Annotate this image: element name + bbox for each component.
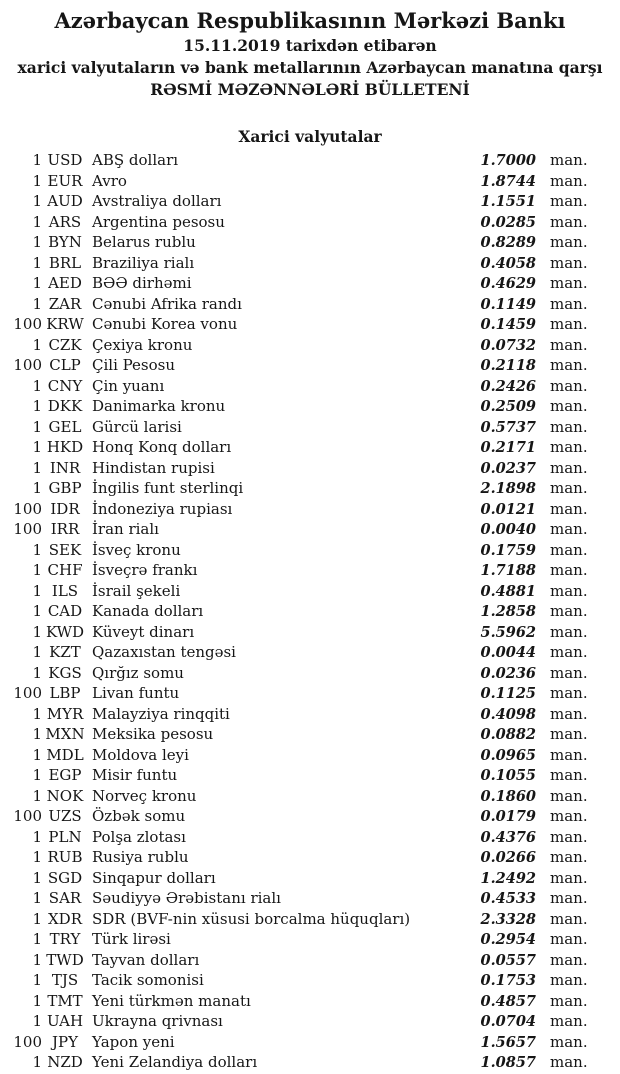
currency-unit-label: man. [550,315,588,333]
currency-quantity: 1 [32,868,42,887]
currency-code: SEK [48,540,82,559]
currency-code: TJS [51,971,79,989]
currency-name: Norveç kronu [92,786,197,805]
bank-title: Azərbaycan Respublikasının Mərkəzi Bankı [54,8,566,33]
currency-name: Qazaxıstan tengəsi [92,643,236,661]
currency-row [0,519,592,540]
currency-unit-label: man. [550,151,588,169]
currency-quantity: 1 [32,192,42,210]
currency-unit-label: man. [550,274,588,292]
currency-rate: 5.5962 [480,623,536,641]
currency-row [0,888,592,909]
currency-name: Cənubi Afrika randı [92,294,242,313]
currency-rate: 0.0040 [480,521,536,538]
currency-name: Çili Pesosu [92,356,176,374]
currency-row [0,458,592,479]
currency-unit-label: man. [550,725,588,743]
currency-quantity: 1 [32,581,42,600]
currency-code: CLP [49,356,81,374]
currency-name: Tayvan dolları [92,950,200,969]
currency-unit-label: man. [550,499,588,518]
currency-quantity: 1 [32,417,42,436]
currency-rate: 1.7188 [480,562,536,579]
currency-quantity: 1 [32,1012,42,1030]
currency-quantity: 1 [32,294,42,313]
currency-code: CNY [47,376,83,395]
currency-unit-label: man. [550,192,588,210]
currency-rate: 0.4857 [480,992,536,1010]
currency-name: İsrail şekeli [92,581,181,600]
currency-name: Cənubi Korea vonu [92,315,238,333]
currency-quantity: 1 [32,212,42,231]
currency-quantity: 1 [32,335,42,354]
currency-row [0,724,592,745]
currency-row [0,232,592,253]
currency-row [0,191,592,212]
currency-name: Qırğız somu [92,663,184,682]
currency-name: BƏƏ dirhəmi [92,274,192,292]
document-header [0,7,620,101]
currency-code: MYR [46,704,84,723]
section-title-foreign-currencies: Xarici valyutalar [238,127,382,146]
currency-quantity: 100 [13,499,42,518]
currency-row [0,663,592,684]
currency-rate: 0.1055 [480,767,536,784]
currency-name: ABŞ dolları [92,151,179,169]
currency-row [0,868,592,889]
currency-name: Ukrayna qrivnası [92,1012,223,1030]
currency-unit-label: man. [550,540,588,559]
currency-rate: 0.4881 [480,582,536,600]
currency-rate: 1.5657 [480,1033,536,1051]
currency-quantity: 1 [32,725,42,743]
currency-unit-label: man. [550,581,588,600]
currency-row [0,1032,592,1053]
currency-name: Türk lirəsi [92,930,171,948]
currency-unit-label: man. [550,663,588,682]
currency-quantity: 100 [13,315,42,333]
currency-row [0,786,592,807]
currency-name: Honq Konq dolları [92,438,232,456]
currency-unit-label: man. [550,950,588,969]
currency-rate: 0.0557 [480,951,536,969]
currency-code: PLN [48,827,82,846]
currency-rate: 0.4533 [480,890,536,907]
currency-row [0,991,592,1012]
currency-row [0,396,592,417]
currency-rate: 0.2954 [480,931,536,948]
currency-unit-label: man. [550,1012,588,1030]
currency-row [0,150,592,171]
currency-name: Yeni Zelandiya dolları [92,1053,258,1071]
currency-rate: 0.2171 [480,439,536,456]
currency-unit-label: man. [550,807,588,825]
currency-quantity: 1 [32,971,42,989]
currency-code: UZS [48,807,82,825]
currency-code: RUB [47,848,83,866]
currency-name: Özbək somu [92,807,186,825]
currency-rate: 0.4629 [480,275,536,292]
currency-code: AUD [47,192,83,210]
currency-unit-label: man. [550,602,588,620]
currency-name: Sinqapur dolları [92,868,216,887]
currency-unit-label: man. [550,376,588,395]
currency-row [0,314,592,335]
currency-unit-label: man. [550,745,588,764]
currency-name: Polşa zlotası [92,827,186,846]
currency-rate-table [0,150,620,1073]
currency-name: Avro [92,171,127,190]
currency-unit-label: man. [550,397,588,415]
currency-quantity: 1 [32,663,42,682]
currency-unit-label: man. [550,889,588,907]
currency-row [0,273,592,294]
currency-unit-label: man. [550,561,588,579]
currency-unit-label: man. [550,991,588,1010]
currency-rate: 0.0179 [480,808,536,825]
currency-name: Misir funtu [92,766,178,784]
currency-row [0,1011,592,1032]
currency-rate: 0.0704 [480,1013,536,1030]
currency-code: IRR [50,520,80,538]
currency-quantity: 1 [32,991,42,1010]
currency-code: GEL [48,417,82,436]
currency-unit-label: man. [550,356,588,374]
currency-unit-label: man. [550,335,588,354]
currency-unit-label: man. [550,868,588,887]
currency-quantity: 1 [32,253,42,272]
currency-code: BYN [48,233,82,251]
currency-code: EUR [47,171,83,190]
currency-row [0,765,592,786]
currency-rate: 0.1860 [480,787,536,805]
currency-row [0,909,592,930]
currency-name: Hindistan rupisi [92,458,215,477]
currency-unit-label: man. [550,930,588,948]
currency-quantity: 1 [32,438,42,456]
currency-unit-label: man. [550,458,588,477]
currency-rate: 0.1125 [480,685,536,702]
currency-name: Çin yuanı [92,376,165,395]
currency-row [0,847,592,868]
currency-unit-label: man. [550,766,588,784]
currency-row [0,355,592,376]
currency-quantity: 1 [32,909,42,928]
currency-code: EGP [48,766,82,784]
currency-quantity: 1 [32,171,42,190]
currency-name: Yeni türkmən manatı [92,991,251,1010]
currency-rate: 1.8744 [480,172,536,190]
currency-quantity: 100 [13,684,42,702]
currency-name: Səudiyyə Ərəbistanı rialı [92,889,281,907]
currency-code: KGS [48,663,82,682]
currency-name: Argentina pesosu [92,212,225,231]
currency-code: CAD [47,602,83,620]
currency-code: KZT [49,643,81,661]
currency-rate: 0.5737 [480,418,536,436]
currency-quantity: 1 [32,602,42,620]
currency-unit-label: man. [550,1032,588,1051]
currency-code: MDL [46,745,84,764]
currency-name: Gürcü larisi [92,417,182,436]
currency-unit-label: man. [550,643,588,661]
currency-code: LBP [49,684,81,702]
currency-code: TWD [46,950,84,969]
currency-row [0,806,592,827]
currency-rate: 0.0236 [480,664,536,682]
currency-rate: 2.1898 [480,480,536,497]
currency-quantity: 1 [32,704,42,723]
currency-code: MXN [45,725,85,743]
currency-quantity: 1 [32,643,42,661]
currency-row [0,622,592,643]
currency-name: Danimarka kronu [92,397,226,415]
currency-rate: 1.2858 [480,603,536,620]
currency-unit-label: man. [550,417,588,436]
currency-rate: 0.1149 [480,295,536,313]
currency-name: İndoneziya rupiası [92,499,233,518]
currency-code: KRW [46,315,84,333]
currency-row [0,745,592,766]
currency-quantity: 100 [13,520,42,538]
currency-rate: 0.4098 [480,705,536,723]
currency-code: AED [48,274,82,292]
currency-quantity: 1 [32,827,42,846]
currency-unit-label: man. [550,622,588,641]
currency-row [0,704,592,725]
currency-code: BRL [48,253,82,272]
currency-code: INR [49,458,81,477]
currency-row [0,376,592,397]
currency-rate: 0.0732 [480,336,536,354]
currency-code: NZD [47,1053,83,1071]
currency-name: İran rialı [92,520,159,538]
currency-name: İngilis funt sterlinqi [92,479,244,497]
currency-name: Tacik somonisi [92,971,204,989]
currency-unit-label: man. [550,684,588,702]
currency-row [0,212,592,233]
currency-code: TMT [47,991,83,1010]
currency-row [0,171,592,192]
currency-quantity: 1 [32,622,42,641]
currency-rate: 0.2509 [480,398,536,415]
currency-row [0,478,592,499]
currency-rate: 0.2118 [480,357,536,374]
currency-quantity: 1 [32,950,42,969]
currency-rate: 0.0237 [480,459,536,477]
currency-row [0,294,592,315]
currency-name: Avstraliya dolları [92,192,222,210]
currency-row [0,601,592,622]
currency-rate: 0.0285 [480,213,536,231]
currency-unit-label: man. [550,971,588,989]
currency-code: IDR [50,499,80,518]
currency-code: ARS [48,212,82,231]
currency-unit-label: man. [550,909,588,928]
currency-code: SGD [47,868,83,887]
currency-quantity: 1 [32,479,42,497]
currency-row [0,560,592,581]
currency-row [0,335,592,356]
currency-code: DKK [47,397,83,415]
currency-name: Braziliya rialı [92,253,195,272]
currency-code: XDR [48,909,82,928]
currency-quantity: 1 [32,458,42,477]
currency-name: Rusiya rublu [92,848,189,866]
currency-quantity: 100 [13,807,42,825]
currency-rate: 0.0044 [480,644,536,661]
currency-name: İsveçrə frankı [92,561,198,579]
currency-name: Çexiya kronu [92,335,193,354]
currency-code: GBP [48,479,82,497]
currency-quantity: 1 [32,561,42,579]
currency-quantity: 1 [32,540,42,559]
currency-rate: 1.2492 [480,869,536,887]
currency-quantity: 1 [32,397,42,415]
currency-name: Kanada dolları [92,602,204,620]
currency-code: NOK [46,786,84,805]
currency-row [0,683,592,704]
currency-name: Belarus rublu [92,233,196,251]
currency-rate: 0.0965 [480,746,536,764]
currency-name: Yapon yeni [92,1032,175,1051]
currency-unit-label: man. [550,520,588,538]
currency-unit-label: man. [550,479,588,497]
currency-unit-label: man. [550,294,588,313]
currency-unit-label: man. [550,786,588,805]
currency-code: USD [47,151,83,169]
currency-row [0,437,592,458]
currency-quantity: 1 [32,889,42,907]
currency-unit-label: man. [550,212,588,231]
currency-row [0,929,592,950]
currency-name: Malayziya rinqqiti [92,704,230,723]
currency-rate: 0.0882 [480,726,536,743]
currency-unit-label: man. [550,438,588,456]
subtitle-line: xarici valyutaların və bank metallarının Azərbaycan manatına qarşı [17,58,603,77]
currency-rate: 0.2426 [480,377,536,395]
currency-rate: 0.1459 [480,316,536,333]
currency-row [0,581,592,602]
currency-unit-label: man. [550,827,588,846]
currency-rate: 1.7000 [480,152,536,169]
currency-quantity: 100 [13,1032,42,1051]
currency-quantity: 1 [32,274,42,292]
currency-rate: 0.8289 [480,234,536,251]
currency-row [0,950,592,971]
effective-date-line: 15.11.2019 tarixdən etibarən [183,36,437,55]
currency-row [0,970,592,991]
currency-row [0,417,592,438]
currency-rate: 2.3328 [480,910,536,928]
currency-unit-label: man. [550,233,588,251]
currency-quantity: 1 [32,376,42,395]
currency-name: Livan funtu [92,684,180,702]
currency-name: Moldova leyi [92,745,189,764]
bulletin-title-line: RƏSMİ MƏZƏNNƏLƏRİ BÜLLETENİ [150,80,470,99]
currency-rate: 0.0266 [480,849,536,866]
currency-rate: 1.0857 [480,1054,536,1071]
currency-unit-label: man. [550,1053,588,1071]
currency-quantity: 1 [32,766,42,784]
currency-code: CZK [48,335,82,354]
currency-quantity: 1 [32,233,42,251]
currency-row [0,642,592,663]
currency-quantity: 1 [32,151,42,169]
currency-code: TRY [49,930,81,948]
currency-code: SAR [48,889,82,907]
currency-quantity: 1 [32,745,42,764]
currency-unit-label: man. [550,848,588,866]
currency-name: SDR (BVF-nin xüsusi borcalma hüquqları) [92,909,411,928]
currency-code: ILS [51,581,79,600]
currency-row [0,1052,592,1073]
currency-name: Küveyt dinarı [92,622,195,641]
currency-unit-label: man. [550,171,588,190]
currency-row [0,253,592,274]
currency-name: Meksika pesosu [92,725,214,743]
currency-rate: 0.1759 [480,541,536,559]
currency-row [0,827,592,848]
currency-rate: 0.4376 [480,828,536,846]
currency-rate: 0.0121 [480,500,536,518]
currency-rate: 0.1753 [480,972,536,989]
currency-quantity: 1 [32,1053,42,1071]
currency-code: UAH [46,1012,84,1030]
currency-quantity: 100 [13,356,42,374]
currency-quantity: 1 [32,848,42,866]
currency-unit-label: man. [550,253,588,272]
currency-code: ZAR [48,294,82,313]
currency-code: JPY [51,1032,78,1051]
currency-code: KWD [45,622,85,641]
currency-quantity: 1 [32,930,42,948]
currency-quantity: 1 [32,786,42,805]
currency-code: CHF [47,561,83,579]
currency-unit-label: man. [550,704,588,723]
currency-code: HKD [46,438,84,456]
currency-rate: 1.1551 [480,193,536,210]
currency-rate: 0.4058 [480,254,536,272]
currency-row [0,499,592,520]
currency-row [0,540,592,561]
currency-name: İsveç kronu [92,540,181,559]
